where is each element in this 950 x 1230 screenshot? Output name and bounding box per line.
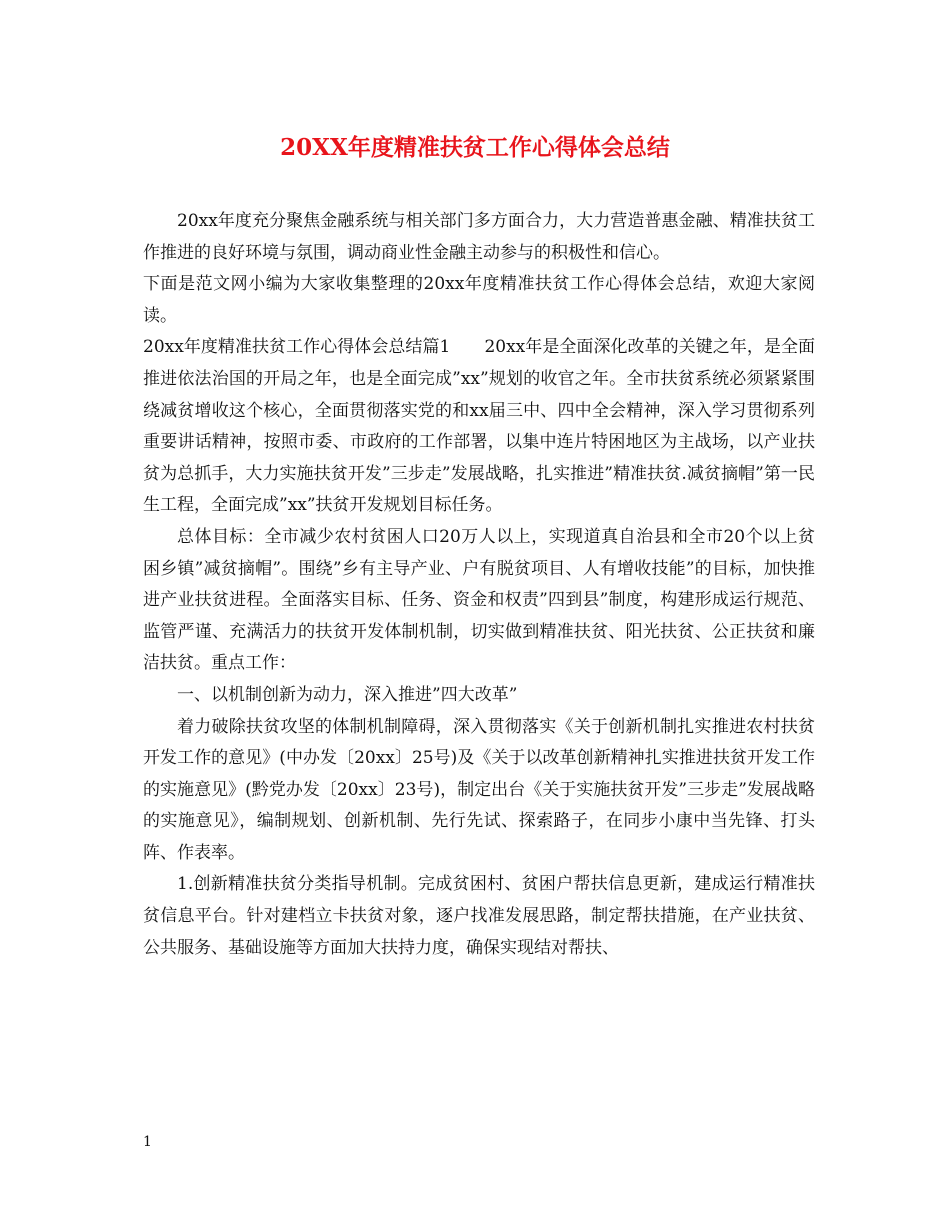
- page-number: 1: [143, 1134, 152, 1150]
- paragraph-heading-reform: 一、以机制创新为动力，深入推进”四大改革”: [177, 684, 518, 705]
- document-body: [143, 206, 815, 964]
- paragraph-overall-goal: 总体目标：全市减少农村贫困人口20万人以上，实现道真自治县和全市20个以上贫困乡镇”减贫摘帽”。围绕”乡有主导产业、户有脱贫项目、人有增收技能”的目标，加快推进产业扶贫进程。全面落实目标、任务、资金和权责”四到县”制度，构建形成运行规范、监管严谨、充满活力的扶贫开发体制机制，切实做到精准扶贫、阳光扶贫、公正扶贫和廉洁扶贫。重点工作：: [143, 526, 815, 674]
- paragraph-reform-detail: 着力破除扶贫攻坚的体制机制障碍，深入贯彻落实《关于创新机制扎实推进农村扶贫开发工作的意见》(中办发〔20xx〕25号)及《关于以改革创新精神扎实推进扶贫开发工作的实施意见》(黔党办发〔20xx〕23号)，制定出台《关于实施扶贫开发”三步走”发展战略的实施意见》，编制规划、创新机制、先行先试、探索路子，在同步小康中当先锋、打头阵、作表率。: [143, 716, 815, 863]
- document-title: 20XX年度精准扶贫工作心得体会总结: [280, 134, 670, 161]
- paragraph-section-1: 20xx年度精准扶贫工作心得体会总结篇1 20xx年是全面深化改革的关键之年，是全面推进依法治国的开局之年，也是全面完成”xx”规划的收官之年。全市扶贫系统必须紧紧围绕减贫增收这个核心，全面贯彻落实党的和xx届三中、四中全会精神，深入学习贯彻系列重要讲话精神，按照市委、市政府的工作部署，以集中连片特困地区为主战场，以产业扶贫为总抓手，大力实施扶贫开发”三步走”发展战略，扎实推进”精准扶贫.减贫摘帽”第一民生工程，全面完成”xx”扶贫开发规划目标任务。: [143, 337, 815, 516]
- paragraph-item-1: 1.创新精准扶贫分类指导机制。完成贫困村、贫困户帮扶信息更新，建成运行精准扶贫信息平台。针对建档立卡扶贫对象，逐户找准发展思路，制定帮扶措施，在产业扶贫、公共服务、基础设施等方面加大扶持力度，确保实现结对帮扶、: [143, 874, 815, 958]
- paragraph-intro: 20xx年度充分聚焦金融系统与相关部门多方面合力，大力营造普惠金融、精准扶贫工作推进的良好环境与氛围，调动商业性金融主动参与的积极性和信心。: [143, 211, 815, 263]
- paragraph-editor-note: 下面是范文网小编为大家收集整理的20xx年度精准扶贫工作心得体会总结，欢迎大家阅读。: [143, 274, 815, 326]
